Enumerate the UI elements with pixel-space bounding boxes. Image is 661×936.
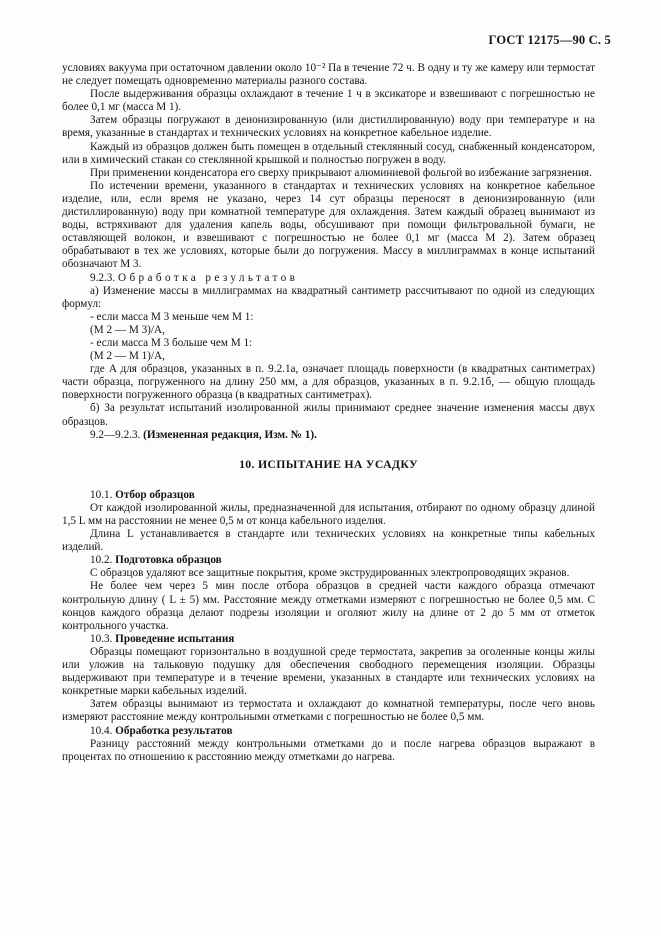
- paragraph: Разницу расстояний между контрольными отметками до и после нагрева образцов выражают в процентах по отношению к расстоянию между отметками до нагрева.: [62, 737, 595, 763]
- document-body: [62, 62, 595, 764]
- paragraph: Не более чем через 5 мин после отбора образцов в средней части каждого образца отмечают контрольную длину ( L ± 5) мм. Расстояние между отметками измеряют с погрешностью не более 0,5 мм. С концов каждого образца делают подрезы изоляции и оголяют жилу на длине от 2 до 5 мм от отметок контрольного участка.: [62, 580, 595, 632]
- paragraph: условиях вакуума при остаточном давлении около 10⁻² Па в течение 72 ч. В одну и ту же камеру или термостат не следует помещать одновременно материалы разного состава.: [62, 62, 595, 88]
- paragraph: где A для образцов, указанных в п. 9.2.1а, означает площадь поверхности (в квадратных сантиметрах) части образца, погруженного на длину 250 мм, а для образцов, указанных в п. 9.2.1б, — общую площадь поверхности погруженного образца (в квадратных сантиметрах).: [62, 363, 595, 402]
- paragraph: Каждый из образцов должен быть помещен в отдельный стеклянный сосуд, снабженный конденсатором, или в химический стакан со стеклянной крышкой и полностью погружен в воду.: [62, 140, 595, 166]
- subsection-number: 10.3.: [90, 632, 113, 645]
- paragraph: При применении конденсатора его сверху прикрывают алюминиевой фольгой во избежание загрязнения.: [90, 166, 592, 179]
- paragraph: Образцы помещают горизонтально в воздушной среде термостата, закрепив за оголенные концы жилы или уложив на тальковую подушку для обеспечения свободного перемещения изоляции. Образцы выдерживают при температуре и в течение времени, указанных в стандарте или технических условиях на конкретные марки кабельных изделий.: [62, 645, 595, 698]
- formula-case: - если масса M 3 меньше чем M 1:: [90, 310, 254, 323]
- subsection-title: Обработка результатов: [117, 271, 299, 284]
- amendment-text: (Измененная редакция, Изм. № 1).: [143, 428, 317, 441]
- amendment-range: 9.2—9.2.3.: [90, 428, 141, 441]
- paragraph: б) За результат испытаний изолированной жилы принимают среднее значение изменения массы двух образцов.: [62, 402, 595, 428]
- paragraph: Затем образцы погружают в деионизированную (или дистиллированную) воду при температуре и на время, указанные в стандартах и технических условиях на конкретное кабельное изделие.: [62, 114, 595, 140]
- formula-expression: (M 2 — M 3)/A,: [90, 323, 165, 336]
- formula-case: - если масса M 3 больше чем M 1:: [90, 336, 253, 349]
- subsection-title: Отбор образцов: [115, 488, 195, 501]
- subsection-number: 9.2.3.: [90, 271, 116, 284]
- paragraph: После выдерживания образцы охлаждают в течение 1 ч в эксикаторе и взвешивают с погрешностью не более 0,1 мг (масса M 1).: [62, 88, 595, 114]
- paragraph: а) Изменение массы в миллиграммах на квадратный сантиметр рассчитывают по одной из следующих формул:: [62, 284, 595, 310]
- subsection-heading: [62, 272, 595, 285]
- page-header: ГОСТ 12175—90 С. 5: [488, 33, 611, 47]
- formula-expression: (M 2 — M 1)/A,: [90, 350, 165, 363]
- subsection-number: 10.1.: [90, 488, 113, 501]
- amendment-note: [62, 429, 595, 442]
- subsection-title: Проведение испытания: [115, 632, 235, 645]
- subsection-heading: [62, 554, 595, 567]
- paragraph: Затем образцы вынимают из термостата и охлаждают до комнатной температуры, после чего вновь измеряют расстояние между контрольными отметками с погрешностью не более 0,5 мм.: [62, 698, 595, 724]
- subsection-heading: [62, 633, 595, 646]
- paragraph: Длина L устанавливается в стандарте или технических условиях на конкретные типы кабельных изделий.: [62, 528, 595, 554]
- subsection-heading: [62, 725, 595, 738]
- subsection-number: 10.2.: [90, 554, 113, 567]
- subsection-title: Подготовка образцов: [115, 554, 222, 567]
- subsection-heading: [62, 489, 595, 502]
- subsection-title: Обработка результатов: [115, 724, 233, 737]
- section-title: 10. ИСПЫТАНИЕ НА УСАДКУ: [239, 456, 418, 471]
- paragraph: По истечении времени, указанного в стандартах и технических условиях на конкретное кабельное изделие, или, если время не указано, через 14 сут образцы переносят в деионизированную (или дистиллированную) воду при комнатной температуре для охлаждения. Затем каждый образец вынимают из воды, встряхивают для удаления капель воды, обсушивают при помощи фильтровальной бумаги, не оставляющей волокон, и взвешивают с погрешностью не более 0,1 мг (масса M 2). Затем образец обрабатывают в тех же условиях, которые были до погружения. Массу в миллиграммах в конце испытаний обозначают M 3.: [62, 179, 595, 271]
- paragraph: С образцов удаляют все защитные покрытия, кроме экструдированных электропроводящих экранов.: [90, 567, 570, 580]
- paragraph: От каждой изолированной жилы, предназначенной для испытания, отбирают по одному образцу длиной 1,5 L мм на расстоянии не менее 0,5 м от конца кабельного изделия.: [62, 501, 595, 527]
- subsection-number: 10.4.: [90, 724, 113, 737]
